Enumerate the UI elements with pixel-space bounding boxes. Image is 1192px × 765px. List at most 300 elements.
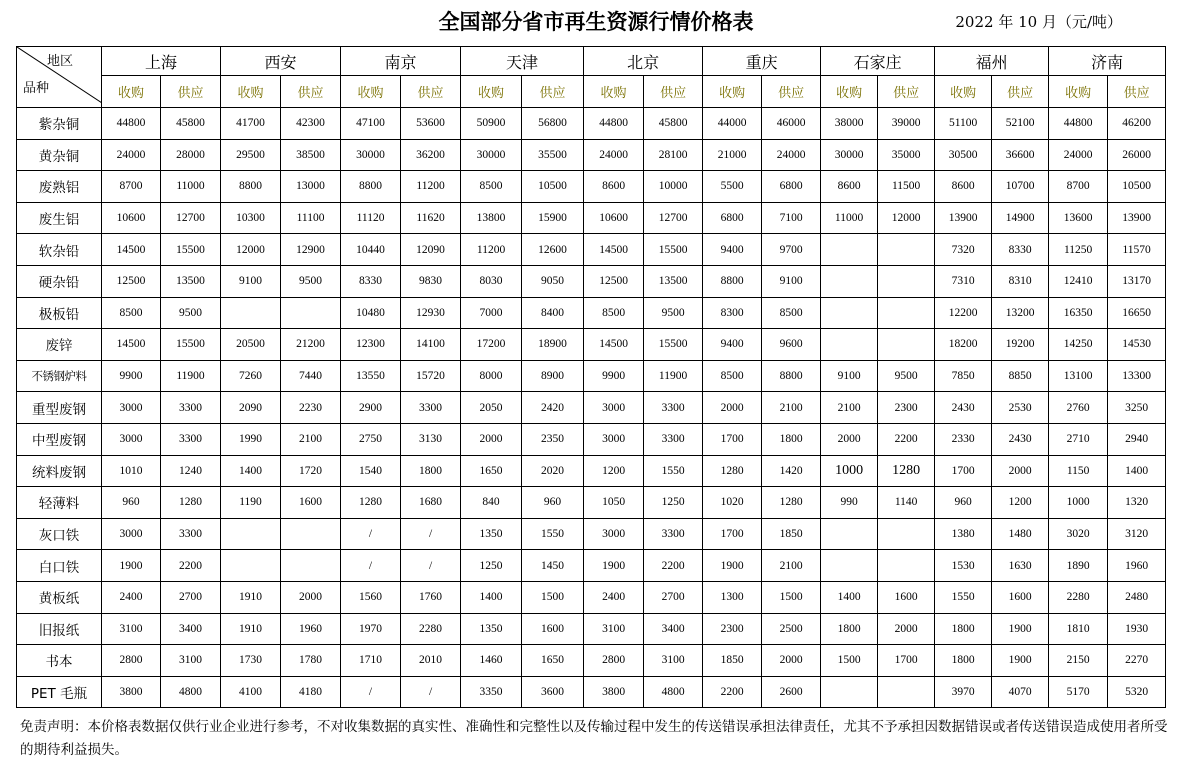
supply-price-cell: 1320	[1108, 487, 1166, 519]
item-name-cell: 黄杂铜	[17, 139, 102, 171]
supply-price-cell: 4800	[644, 676, 703, 708]
buy-price-cell: 1020	[703, 487, 762, 519]
supply-price-cell: 8900	[522, 360, 584, 392]
supply-price-cell: 2600	[762, 676, 821, 708]
supply-price-cell: 960	[522, 487, 584, 519]
buy-price-cell: 7850	[935, 360, 992, 392]
supply-price-cell	[878, 265, 935, 297]
buy-price-cell: 1000	[1049, 487, 1108, 519]
supply-price-cell: 1760	[401, 581, 461, 613]
disclaimer-text: 免责声明：本价格表数据仅供行业企业进行参考，不对收集数据的真实性、准确性和完整性以及传输过程中发生的传送错误承担法律责任，尤其不予承担因数据错误或者传送错误造成使用者所受的期待利益损失。	[20, 719, 1168, 758]
buy-price-cell: 41700	[221, 108, 281, 140]
supply-price-cell: 39000	[878, 108, 935, 140]
buy-price-cell	[221, 518, 281, 550]
region-header: 上海	[102, 47, 221, 76]
buy-price-cell: 3020	[1049, 518, 1108, 550]
buy-price-cell: 4100	[221, 676, 281, 708]
supply-price-cell: 8800	[762, 360, 821, 392]
buy-price-cell: 2000	[821, 423, 878, 455]
supply-price-cell: 8310	[992, 265, 1049, 297]
supply-price-cell: 21200	[281, 329, 341, 361]
buy-price-cell: 1650	[461, 455, 522, 487]
supply-price-cell: 2300	[878, 392, 935, 424]
item-name-cell: 书本	[17, 645, 102, 677]
supply-price-cell: 46000	[762, 108, 821, 140]
item-name-cell: 硬杂铅	[17, 265, 102, 297]
supply-price-cell: 3300	[644, 392, 703, 424]
buy-price-cell: 3000	[584, 518, 644, 550]
supply-price-cell: 1550	[644, 455, 703, 487]
supply-price-cell: 2280	[401, 613, 461, 645]
buy-price-header: 收购	[935, 76, 992, 108]
supply-price-cell: 2000	[992, 455, 1049, 487]
buy-price-cell: 1900	[584, 550, 644, 582]
supply-price-cell: 1400	[1108, 455, 1166, 487]
supply-price-cell: 1550	[522, 518, 584, 550]
buy-price-cell: 8800	[341, 171, 401, 203]
buy-price-cell: 1890	[1049, 550, 1108, 582]
supply-price-cell: 12930	[401, 297, 461, 329]
supply-price-cell: 1240	[161, 455, 221, 487]
supply-price-cell: 1280	[161, 487, 221, 519]
supply-price-cell: 3100	[644, 645, 703, 677]
supply-price-cell: 53600	[401, 108, 461, 140]
buy-price-cell: 960	[102, 487, 161, 519]
table-row	[17, 676, 1166, 708]
supply-price-cell: 11620	[401, 202, 461, 234]
buy-price-header: 收购	[584, 76, 644, 108]
buy-price-cell: 21000	[703, 139, 762, 171]
supply-price-cell: 8330	[992, 234, 1049, 266]
buy-price-cell: 30500	[935, 139, 992, 171]
supply-price-cell: 1200	[992, 487, 1049, 519]
buy-price-cell: 12200	[935, 297, 992, 329]
supply-price-cell: 2100	[762, 392, 821, 424]
table-row	[17, 329, 1166, 361]
supply-price-cell: 13200	[992, 297, 1049, 329]
supply-price-cell: 13500	[161, 265, 221, 297]
buy-price-cell: 3970	[935, 676, 992, 708]
supply-price-cell: 2480	[1108, 581, 1166, 613]
buy-price-cell: 8600	[821, 171, 878, 203]
supply-price-cell: 15900	[522, 202, 584, 234]
supply-price-cell: 11100	[281, 202, 341, 234]
buy-price-cell: 8600	[584, 171, 644, 203]
supply-price-cell: 9500	[644, 297, 703, 329]
buy-price-cell: 3100	[102, 613, 161, 645]
table-row	[17, 171, 1166, 203]
buy-price-cell: 9100	[221, 265, 281, 297]
supply-price-cell: 10000	[644, 171, 703, 203]
buy-price-cell: 7320	[935, 234, 992, 266]
buy-price-cell: 8030	[461, 265, 522, 297]
buy-price-cell: 2090	[221, 392, 281, 424]
supply-price-cell: 38500	[281, 139, 341, 171]
buy-price-cell: 960	[935, 487, 992, 519]
buy-price-cell: 2710	[1049, 423, 1108, 455]
supply-price-cell: 9500	[878, 360, 935, 392]
supply-price-header: 供应	[878, 76, 935, 108]
supply-price-cell: 42300	[281, 108, 341, 140]
supply-price-cell: 13900	[1108, 202, 1166, 234]
buy-price-cell: 13100	[1049, 360, 1108, 392]
supply-price-cell: 1600	[992, 581, 1049, 613]
buy-price-cell: 8500	[461, 171, 522, 203]
buy-price-cell: 12410	[1049, 265, 1108, 297]
buy-price-cell: 1400	[821, 581, 878, 613]
buy-price-cell: 12500	[584, 265, 644, 297]
buy-price-cell: 1190	[221, 487, 281, 519]
region-header: 福州	[935, 47, 1049, 76]
table-row	[17, 202, 1166, 234]
supply-price-cell: 12000	[878, 202, 935, 234]
region-axis-label: 地区	[46, 54, 73, 69]
corner-header-cell	[17, 47, 102, 108]
buy-price-cell: 30000	[821, 139, 878, 171]
buy-price-cell: 2900	[341, 392, 401, 424]
item-name-cell: 灰口铁	[17, 518, 102, 550]
buy-price-cell: 8300	[703, 297, 762, 329]
supply-price-cell: 3300	[161, 423, 221, 455]
buy-price-cell: 10600	[584, 202, 644, 234]
buy-price-cell: 18200	[935, 329, 992, 361]
buy-price-cell: 1300	[703, 581, 762, 613]
buy-price-cell: 44800	[102, 108, 161, 140]
buy-price-cell: 10600	[102, 202, 161, 234]
buy-price-cell: 1900	[102, 550, 161, 582]
supply-price-cell: 1600	[878, 581, 935, 613]
supply-price-cell: 2010	[401, 645, 461, 677]
supply-price-cell: 1900	[992, 645, 1049, 677]
page-title: 全国部分省市再生资源行情价格表	[438, 10, 754, 34]
supply-price-cell: 6800	[762, 171, 821, 203]
table-row	[17, 645, 1166, 677]
buy-price-cell: 44000	[703, 108, 762, 140]
item-axis-label: 品种	[23, 81, 50, 96]
table-row	[17, 455, 1166, 487]
table-row	[17, 108, 1166, 140]
buy-price-cell: 1700	[703, 518, 762, 550]
supply-price-header: 供应	[992, 76, 1049, 108]
buy-price-cell: 3000	[584, 423, 644, 455]
buy-price-cell: 1280	[703, 455, 762, 487]
buy-price-cell: 1050	[584, 487, 644, 519]
supply-price-cell: 1420	[762, 455, 821, 487]
supply-price-cell: 3400	[161, 613, 221, 645]
supply-price-cell	[281, 518, 341, 550]
buy-price-cell: 12300	[341, 329, 401, 361]
supply-price-cell: 35500	[522, 139, 584, 171]
buy-price-cell	[821, 550, 878, 582]
buy-price-cell: 1280	[341, 487, 401, 519]
price-table	[16, 46, 1166, 708]
supply-price-cell: 36600	[992, 139, 1049, 171]
buy-price-cell: 10480	[341, 297, 401, 329]
supply-price-header: 供应	[522, 76, 584, 108]
table-row	[17, 550, 1166, 582]
supply-price-cell: 1780	[281, 645, 341, 677]
supply-price-cell: 9700	[762, 234, 821, 266]
buy-price-cell: 24000	[584, 139, 644, 171]
buy-price-cell: 1710	[341, 645, 401, 677]
buy-price-cell: 44800	[1049, 108, 1108, 140]
buy-price-cell: 2430	[935, 392, 992, 424]
buy-price-cell: 24000	[102, 139, 161, 171]
buy-price-cell: 13550	[341, 360, 401, 392]
item-name-cell: 统料废钢	[17, 455, 102, 487]
supply-price-cell: 12700	[161, 202, 221, 234]
buy-price-cell: 1550	[935, 581, 992, 613]
table-row	[17, 360, 1166, 392]
buy-price-cell: 14500	[102, 329, 161, 361]
supply-price-cell: 12900	[281, 234, 341, 266]
buy-price-cell: 1700	[703, 423, 762, 455]
supply-price-header: 供应	[401, 76, 461, 108]
buy-price-cell: 1150	[1049, 455, 1108, 487]
buy-price-cell: 9400	[703, 234, 762, 266]
buy-price-cell: 5500	[703, 171, 762, 203]
buy-price-cell	[821, 329, 878, 361]
supply-price-header: 供应	[644, 76, 703, 108]
supply-price-cell: 14900	[992, 202, 1049, 234]
supply-price-cell	[281, 550, 341, 582]
buy-supply-header-row	[17, 76, 1166, 108]
supply-price-cell: 2020	[522, 455, 584, 487]
supply-price-cell: 2530	[992, 392, 1049, 424]
supply-price-cell: 3300	[401, 392, 461, 424]
buy-price-cell: 8600	[935, 171, 992, 203]
supply-price-cell: 13500	[644, 265, 703, 297]
supply-price-cell	[878, 676, 935, 708]
buy-price-cell: 13800	[461, 202, 522, 234]
buy-price-cell: 1990	[221, 423, 281, 455]
supply-price-cell: 10700	[992, 171, 1049, 203]
supply-price-cell: 36200	[401, 139, 461, 171]
buy-price-cell: 7000	[461, 297, 522, 329]
supply-price-cell: 3130	[401, 423, 461, 455]
supply-price-cell: 2420	[522, 392, 584, 424]
supply-price-cell: 3400	[644, 613, 703, 645]
supply-price-cell: 1480	[992, 518, 1049, 550]
region-header-row	[17, 47, 1166, 76]
supply-price-cell: 3250	[1108, 392, 1166, 424]
buy-price-cell: 1810	[1049, 613, 1108, 645]
buy-price-cell: 1700	[935, 455, 992, 487]
buy-price-cell: 10300	[221, 202, 281, 234]
supply-price-cell: 52100	[992, 108, 1049, 140]
supply-price-cell: 2270	[1108, 645, 1166, 677]
buy-price-cell: 8500	[703, 360, 762, 392]
buy-price-cell: 11250	[1049, 234, 1108, 266]
buy-price-cell: 2280	[1049, 581, 1108, 613]
supply-price-cell: 15500	[161, 234, 221, 266]
buy-price-cell: 1350	[461, 518, 522, 550]
supply-price-cell: 2500	[762, 613, 821, 645]
buy-price-cell: 2330	[935, 423, 992, 455]
table-row	[17, 518, 1166, 550]
supply-price-cell: 1600	[281, 487, 341, 519]
supply-price-cell: 19200	[992, 329, 1049, 361]
buy-price-cell: 1800	[821, 613, 878, 645]
buy-price-cell: 8800	[221, 171, 281, 203]
buy-price-cell: 990	[821, 487, 878, 519]
buy-price-header: 收购	[341, 76, 401, 108]
supply-price-cell: 1800	[401, 455, 461, 487]
supply-price-header: 供应	[1108, 76, 1166, 108]
supply-price-cell: 3300	[161, 392, 221, 424]
supply-price-cell: 15500	[644, 329, 703, 361]
buy-price-cell: 2300	[703, 613, 762, 645]
buy-price-cell: 3100	[584, 613, 644, 645]
supply-price-cell: 15500	[644, 234, 703, 266]
buy-price-cell: 14500	[102, 234, 161, 266]
buy-price-cell	[821, 676, 878, 708]
supply-price-cell: 14530	[1108, 329, 1166, 361]
supply-price-cell: 35000	[878, 139, 935, 171]
buy-price-cell	[821, 234, 878, 266]
buy-price-cell: 51100	[935, 108, 992, 140]
buy-price-header: 收购	[102, 76, 161, 108]
buy-price-cell: 2050	[461, 392, 522, 424]
buy-price-cell: 1380	[935, 518, 992, 550]
supply-price-cell: 2200	[644, 550, 703, 582]
buy-price-cell: 11120	[341, 202, 401, 234]
buy-price-cell: 9400	[703, 329, 762, 361]
buy-price-header: 收购	[1049, 76, 1108, 108]
buy-price-cell: 2400	[102, 581, 161, 613]
buy-price-cell: 2750	[341, 423, 401, 455]
buy-price-cell: 3000	[584, 392, 644, 424]
supply-price-header: 供应	[161, 76, 221, 108]
buy-price-cell: 7260	[221, 360, 281, 392]
supply-price-header: 供应	[762, 76, 821, 108]
table-row	[17, 487, 1166, 519]
buy-price-cell: /	[341, 518, 401, 550]
buy-price-cell: 14500	[584, 234, 644, 266]
buy-price-cell: 1400	[221, 455, 281, 487]
supply-price-cell: 3120	[1108, 518, 1166, 550]
buy-price-cell: 1000	[821, 455, 878, 487]
supply-price-cell: /	[401, 676, 461, 708]
buy-price-header: 收购	[221, 76, 281, 108]
region-header: 天津	[461, 47, 584, 76]
buy-price-cell: 1970	[341, 613, 401, 645]
supply-price-cell: 28000	[161, 139, 221, 171]
supply-price-cell: 2200	[878, 423, 935, 455]
supply-price-cell: 1500	[522, 581, 584, 613]
buy-price-cell: 5170	[1049, 676, 1108, 708]
buy-price-cell: 1500	[821, 645, 878, 677]
buy-price-cell: 8700	[102, 171, 161, 203]
item-name-cell: 白口铁	[17, 550, 102, 582]
supply-price-cell: 1960	[281, 613, 341, 645]
supply-price-cell: 46200	[1108, 108, 1166, 140]
buy-price-cell: 1900	[703, 550, 762, 582]
buy-price-cell: 8700	[1049, 171, 1108, 203]
region-header: 重庆	[703, 47, 821, 76]
supply-price-cell: 3300	[161, 518, 221, 550]
supply-price-cell: 9600	[762, 329, 821, 361]
buy-price-cell	[821, 518, 878, 550]
supply-price-cell	[878, 234, 935, 266]
buy-price-cell: 50900	[461, 108, 522, 140]
buy-price-cell: 2400	[584, 581, 644, 613]
supply-price-cell: 1600	[522, 613, 584, 645]
buy-price-cell: 1200	[584, 455, 644, 487]
buy-price-cell: 8500	[584, 297, 644, 329]
buy-price-header: 收购	[703, 76, 762, 108]
supply-price-cell	[878, 518, 935, 550]
supply-price-cell: 2200	[161, 550, 221, 582]
supply-price-cell: 4180	[281, 676, 341, 708]
supply-price-cell: 12600	[522, 234, 584, 266]
supply-price-cell: 12700	[644, 202, 703, 234]
item-name-cell: 轻薄料	[17, 487, 102, 519]
table-row	[17, 297, 1166, 329]
supply-price-cell: 4800	[161, 676, 221, 708]
supply-price-cell: 1650	[522, 645, 584, 677]
supply-price-cell: /	[401, 550, 461, 582]
supply-price-cell: 1850	[762, 518, 821, 550]
supply-price-cell	[281, 297, 341, 329]
buy-price-cell: 2760	[1049, 392, 1108, 424]
supply-price-cell: 18900	[522, 329, 584, 361]
region-header: 西安	[221, 47, 341, 76]
supply-price-cell: 26000	[1108, 139, 1166, 171]
supply-price-cell: 11200	[401, 171, 461, 203]
supply-price-cell: 4070	[992, 676, 1049, 708]
item-name-cell: 废熟铝	[17, 171, 102, 203]
buy-price-cell: 29500	[221, 139, 281, 171]
supply-price-cell: 10500	[1108, 171, 1166, 203]
supply-price-cell: 14100	[401, 329, 461, 361]
buy-price-cell: 30000	[341, 139, 401, 171]
supply-price-cell: 1930	[1108, 613, 1166, 645]
item-name-cell: 废锌	[17, 329, 102, 361]
buy-price-cell: 10440	[341, 234, 401, 266]
supply-price-cell: 2100	[762, 550, 821, 582]
supply-price-cell: 1700	[878, 645, 935, 677]
buy-price-cell: 3350	[461, 676, 522, 708]
supply-price-cell	[878, 550, 935, 582]
supply-price-cell: 2430	[992, 423, 1049, 455]
buy-price-cell: 840	[461, 487, 522, 519]
buy-price-cell: 3800	[584, 676, 644, 708]
supply-price-cell: 11570	[1108, 234, 1166, 266]
buy-price-cell: 6800	[703, 202, 762, 234]
buy-price-cell: 2800	[584, 645, 644, 677]
buy-price-cell: 17200	[461, 329, 522, 361]
table-row	[17, 139, 1166, 171]
supply-price-cell: 1800	[762, 423, 821, 455]
supply-price-cell: 2000	[762, 645, 821, 677]
buy-price-cell: 12500	[102, 265, 161, 297]
supply-price-cell: 1630	[992, 550, 1049, 582]
supply-price-cell: 11500	[878, 171, 935, 203]
supply-price-cell: 1450	[522, 550, 584, 582]
supply-price-cell: 3100	[161, 645, 221, 677]
buy-price-cell: 3000	[102, 423, 161, 455]
supply-price-cell: 2100	[281, 423, 341, 455]
table-row	[17, 423, 1166, 455]
supply-price-cell: 1250	[644, 487, 703, 519]
supply-price-cell	[878, 329, 935, 361]
supply-price-cell	[878, 297, 935, 329]
supply-price-cell: 1500	[762, 581, 821, 613]
buy-price-cell: 11000	[821, 202, 878, 234]
item-name-cell: 极板铅	[17, 297, 102, 329]
buy-price-cell: 1560	[341, 581, 401, 613]
